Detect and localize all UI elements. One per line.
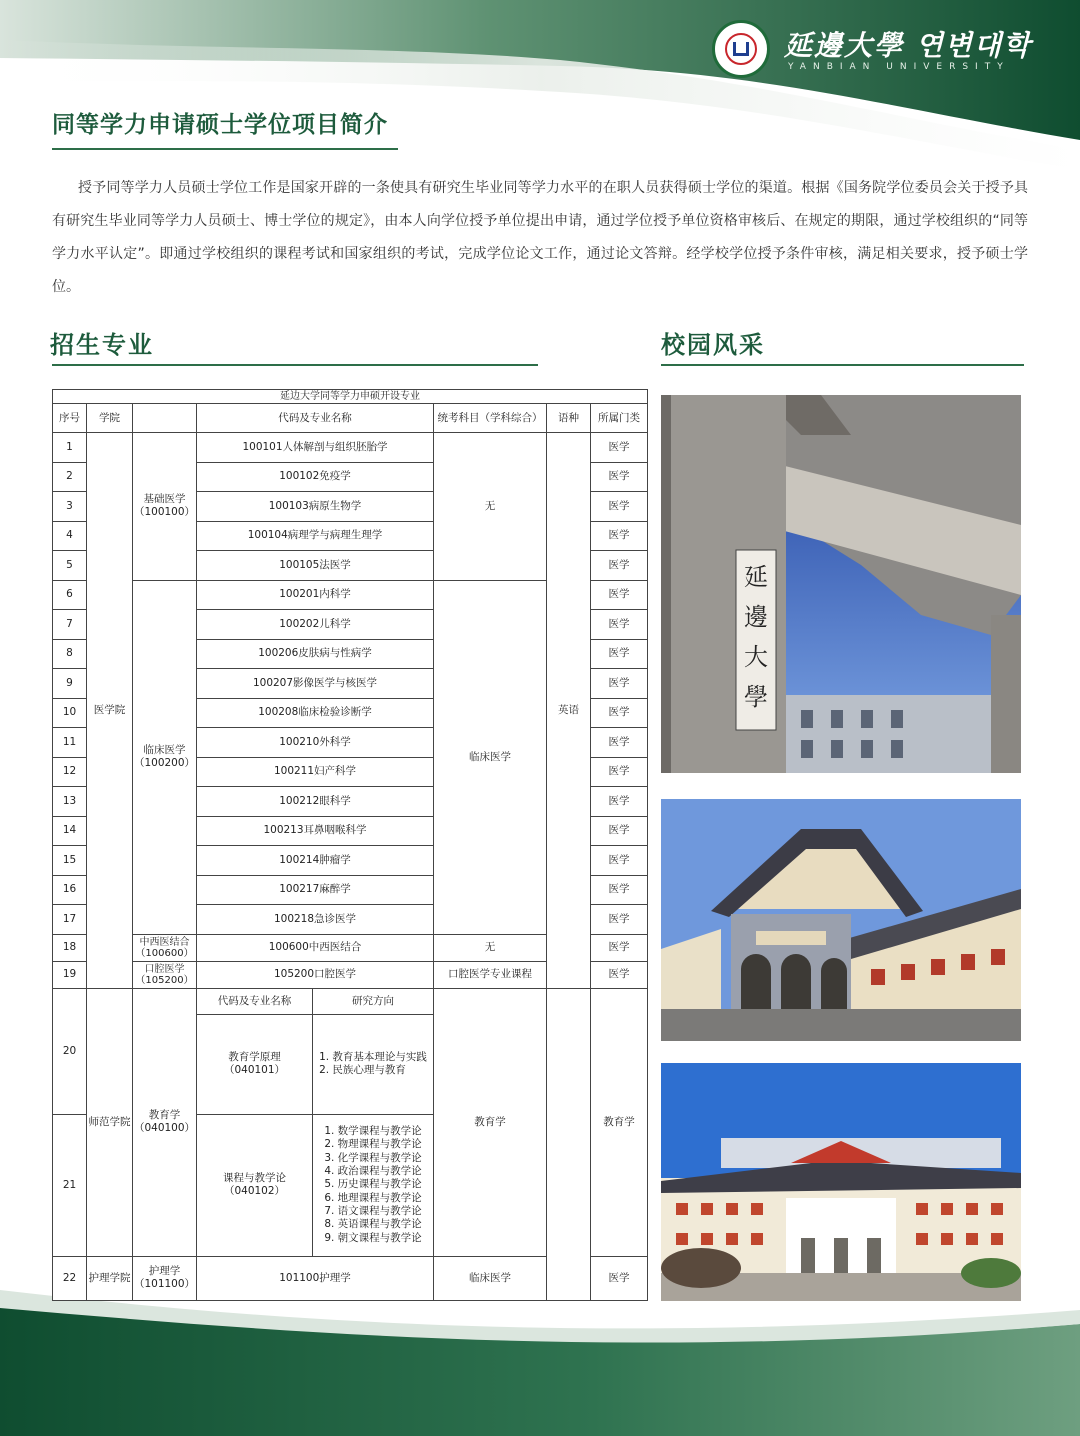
- direction-item: 4. 政治课程与教学论: [324, 1165, 422, 1178]
- row-seq: 15: [53, 846, 87, 876]
- row-major: 100104病理学与病理生理学: [197, 521, 434, 551]
- group-integrated: 中西医结合 （100600）: [133, 934, 197, 961]
- language-cell: 英语: [547, 433, 591, 989]
- row-category: 医学: [591, 875, 648, 905]
- edu-directions-curriculum: [313, 1114, 434, 1256]
- exam-nursing: 临床医学: [434, 1256, 547, 1300]
- row-major: 100208临床检验诊断学: [197, 698, 434, 728]
- row-category: 医学: [591, 816, 648, 846]
- row-major: 100218急诊医学: [197, 905, 434, 935]
- row-major: 100213耳鼻咽喉科学: [197, 816, 434, 846]
- row-major: 100201内科学: [197, 580, 434, 610]
- exam-basic: 无: [434, 433, 547, 581]
- row-category: 医学: [591, 610, 648, 640]
- row-major: 100103病原生物学: [197, 492, 434, 522]
- group-education: 教育学 （040100）: [133, 988, 197, 1256]
- row-category: 医学: [591, 728, 648, 758]
- edu-major-principles: [197, 1014, 313, 1114]
- row-seq: 17: [53, 905, 87, 935]
- page-title: 同等学力申请硕士学位项目简介: [52, 112, 388, 138]
- row-seq: 13: [53, 787, 87, 817]
- gate-inscription-char: 延: [744, 563, 768, 591]
- row-seq: 14: [53, 816, 87, 846]
- university-seal-icon: [712, 20, 770, 78]
- college-medical: 医学院: [87, 433, 133, 989]
- edu-subheader-direction: 研究方向: [313, 988, 434, 1014]
- row-seq: 18: [53, 934, 87, 961]
- row-major: 105200口腔医学: [197, 961, 434, 988]
- row-category: 医学: [591, 961, 648, 988]
- exam-integrated: 无: [434, 934, 547, 961]
- direction-item: 6. 地理课程与教学论: [324, 1191, 422, 1204]
- row-major: 100105法医学: [197, 551, 434, 581]
- header-category: 所属门类: [591, 404, 648, 433]
- row-major: 100212眼科学: [197, 787, 434, 817]
- row-category: 医学: [591, 669, 648, 699]
- row-seq: 11: [53, 728, 87, 758]
- row-major: 100202儿科学: [197, 610, 434, 640]
- edu-major-curriculum: [197, 1114, 313, 1256]
- row-major: 100211妇产科学: [197, 757, 434, 787]
- campus-photo-building: [661, 1063, 1021, 1301]
- row-seq: 1: [53, 433, 87, 463]
- direction-item: 9. 朝文课程与教学论: [324, 1231, 422, 1244]
- edu-major-name: 课程与教学论: [223, 1172, 286, 1184]
- exam-education: 教育学: [434, 988, 547, 1256]
- majors-table: [52, 389, 648, 1301]
- row-major: 100101人体解剖与组织胚胎学: [197, 433, 434, 463]
- row-category: 医学: [591, 698, 648, 728]
- table-header-row: [53, 404, 648, 433]
- campus-heading: 校园风采: [661, 331, 765, 359]
- row-category: 医学: [591, 905, 648, 935]
- row-major: 101100护理学: [197, 1256, 434, 1300]
- row-major: 100102免疫学: [197, 462, 434, 492]
- majors-heading: 招生专业: [50, 331, 154, 359]
- edu-major-code: （040101）: [223, 1064, 286, 1076]
- table-caption: 延边大学同等学力申硕开设专业: [53, 390, 648, 404]
- svg-text:大: 大: [744, 643, 768, 671]
- svg-text:邊: 邊: [744, 603, 768, 631]
- group-nursing: 护理学 （101100）: [133, 1256, 197, 1300]
- group-clinical: 临床医学 （100200）: [133, 580, 197, 934]
- direction-item: 8. 英语课程与教学论: [324, 1218, 422, 1231]
- campus-photo-hall: [661, 799, 1021, 1041]
- header-college: 学院: [87, 404, 133, 433]
- header-exam: 统考科目（学科综合）: [434, 404, 547, 433]
- exam-stomatology: 口腔医学专业课程: [434, 961, 547, 988]
- row-seq: 3: [53, 492, 87, 522]
- direction-item: 1. 数学课程与教学论: [324, 1125, 422, 1138]
- row-seq: 12: [53, 757, 87, 787]
- group-basic: 基础医学 （100100）: [133, 433, 197, 581]
- row-seq: 6: [53, 580, 87, 610]
- edu-directions-principles: [313, 1014, 434, 1114]
- row-seq: 22: [53, 1256, 87, 1300]
- header-group: [133, 404, 197, 433]
- row-category: 医学: [591, 1256, 648, 1300]
- edu-subheader-row: [53, 988, 648, 1014]
- exam-clinical: 临床医学: [434, 580, 547, 934]
- svg-text:學: 學: [744, 683, 768, 711]
- intro-paragraph: 授予同等学力人员硕士学位工作是国家开辟的一条使具有研究生毕业同等学力水平的在职人员获得硕士学位的渠道。根据《国务院学位委员会关于授予具有研究生毕业同等学力人员硕士、博士学位的规定》，由本人向学位授予单位提出申请，通过学位授予单位资格审核后、在规定的期限，通过学校组织的“同等学力水平认定”。即通过学校组织的课程考试和国家组织的考试，完成学位论文工作，通过论文答辩。经学校学位授予条件审核，满足相关要求，授予硕士学位。: [52, 180, 1028, 295]
- row-major: 100214肿瘤学: [197, 846, 434, 876]
- college-normal: 师范学院: [87, 988, 133, 1256]
- row-seq: 4: [53, 521, 87, 551]
- university-logo: [712, 20, 1062, 80]
- row-seq: 5: [53, 551, 87, 581]
- row-seq: 2: [53, 462, 87, 492]
- row-seq: 20: [53, 988, 87, 1114]
- row-major: 100217麻醉学: [197, 875, 434, 905]
- college-nursing: 护理学院: [87, 1256, 133, 1300]
- row-category: 医学: [591, 521, 648, 551]
- table-row: [53, 433, 648, 463]
- row-category: 医学: [591, 462, 648, 492]
- row-category: 医学: [591, 551, 648, 581]
- row-major: 100207影像医学与核医学: [197, 669, 434, 699]
- row-seq: 16: [53, 875, 87, 905]
- header-language: 语种: [547, 404, 591, 433]
- campus-photo-gate: [661, 395, 1021, 773]
- edu-major-name: 教育学原理: [228, 1051, 281, 1063]
- header-code-name: 代码及专业名称: [197, 404, 434, 433]
- row-category: 医学: [591, 757, 648, 787]
- row-seq: 7: [53, 610, 87, 640]
- direction-item: 2. 民族心理与教育: [319, 1064, 406, 1076]
- direction-item: 5. 历史课程与教学论: [324, 1178, 422, 1191]
- row-category: 医学: [591, 580, 648, 610]
- row-category: 医学: [591, 639, 648, 669]
- row-seq: 8: [53, 639, 87, 669]
- row-major: 100600中西医结合: [197, 934, 434, 961]
- university-name-en: YANBIAN UNIVERSITY: [788, 62, 1010, 72]
- direction-item: 1. 教育基本理论与实践: [319, 1050, 427, 1063]
- university-name-cn: 延邊大學 연변대학: [784, 29, 1032, 62]
- category-education: 教育学: [591, 988, 648, 1256]
- row-category: 医学: [591, 433, 648, 463]
- row-category: 医学: [591, 846, 648, 876]
- footer-wave-background: [0, 1290, 1080, 1436]
- direction-item: 7. 语文课程与教学论: [324, 1204, 422, 1217]
- edu-subheader-code: 代码及专业名称: [197, 988, 313, 1014]
- row-major: 100206皮肤病与性病学: [197, 639, 434, 669]
- row-seq: 9: [53, 669, 87, 699]
- row-category: 医学: [591, 492, 648, 522]
- edu-major-code: （040102）: [223, 1185, 286, 1197]
- row-seq: 21: [53, 1114, 87, 1256]
- group-stomatology: 口腔医学 （105200）: [133, 961, 197, 988]
- majors-heading-underline: [52, 364, 538, 366]
- title-underline: [52, 148, 398, 150]
- direction-item: 2. 物理课程与教学论: [324, 1138, 422, 1151]
- row-major: 100210外科学: [197, 728, 434, 758]
- direction-item: 3. 化学课程与教学论: [324, 1151, 422, 1164]
- language-cell-lower: [547, 988, 591, 1300]
- row-category: 医学: [591, 787, 648, 817]
- header-seq: 序号: [53, 404, 87, 433]
- row-category: 医学: [591, 934, 648, 961]
- row-seq: 19: [53, 961, 87, 988]
- campus-heading-underline: [661, 364, 1024, 366]
- row-seq: 10: [53, 698, 87, 728]
